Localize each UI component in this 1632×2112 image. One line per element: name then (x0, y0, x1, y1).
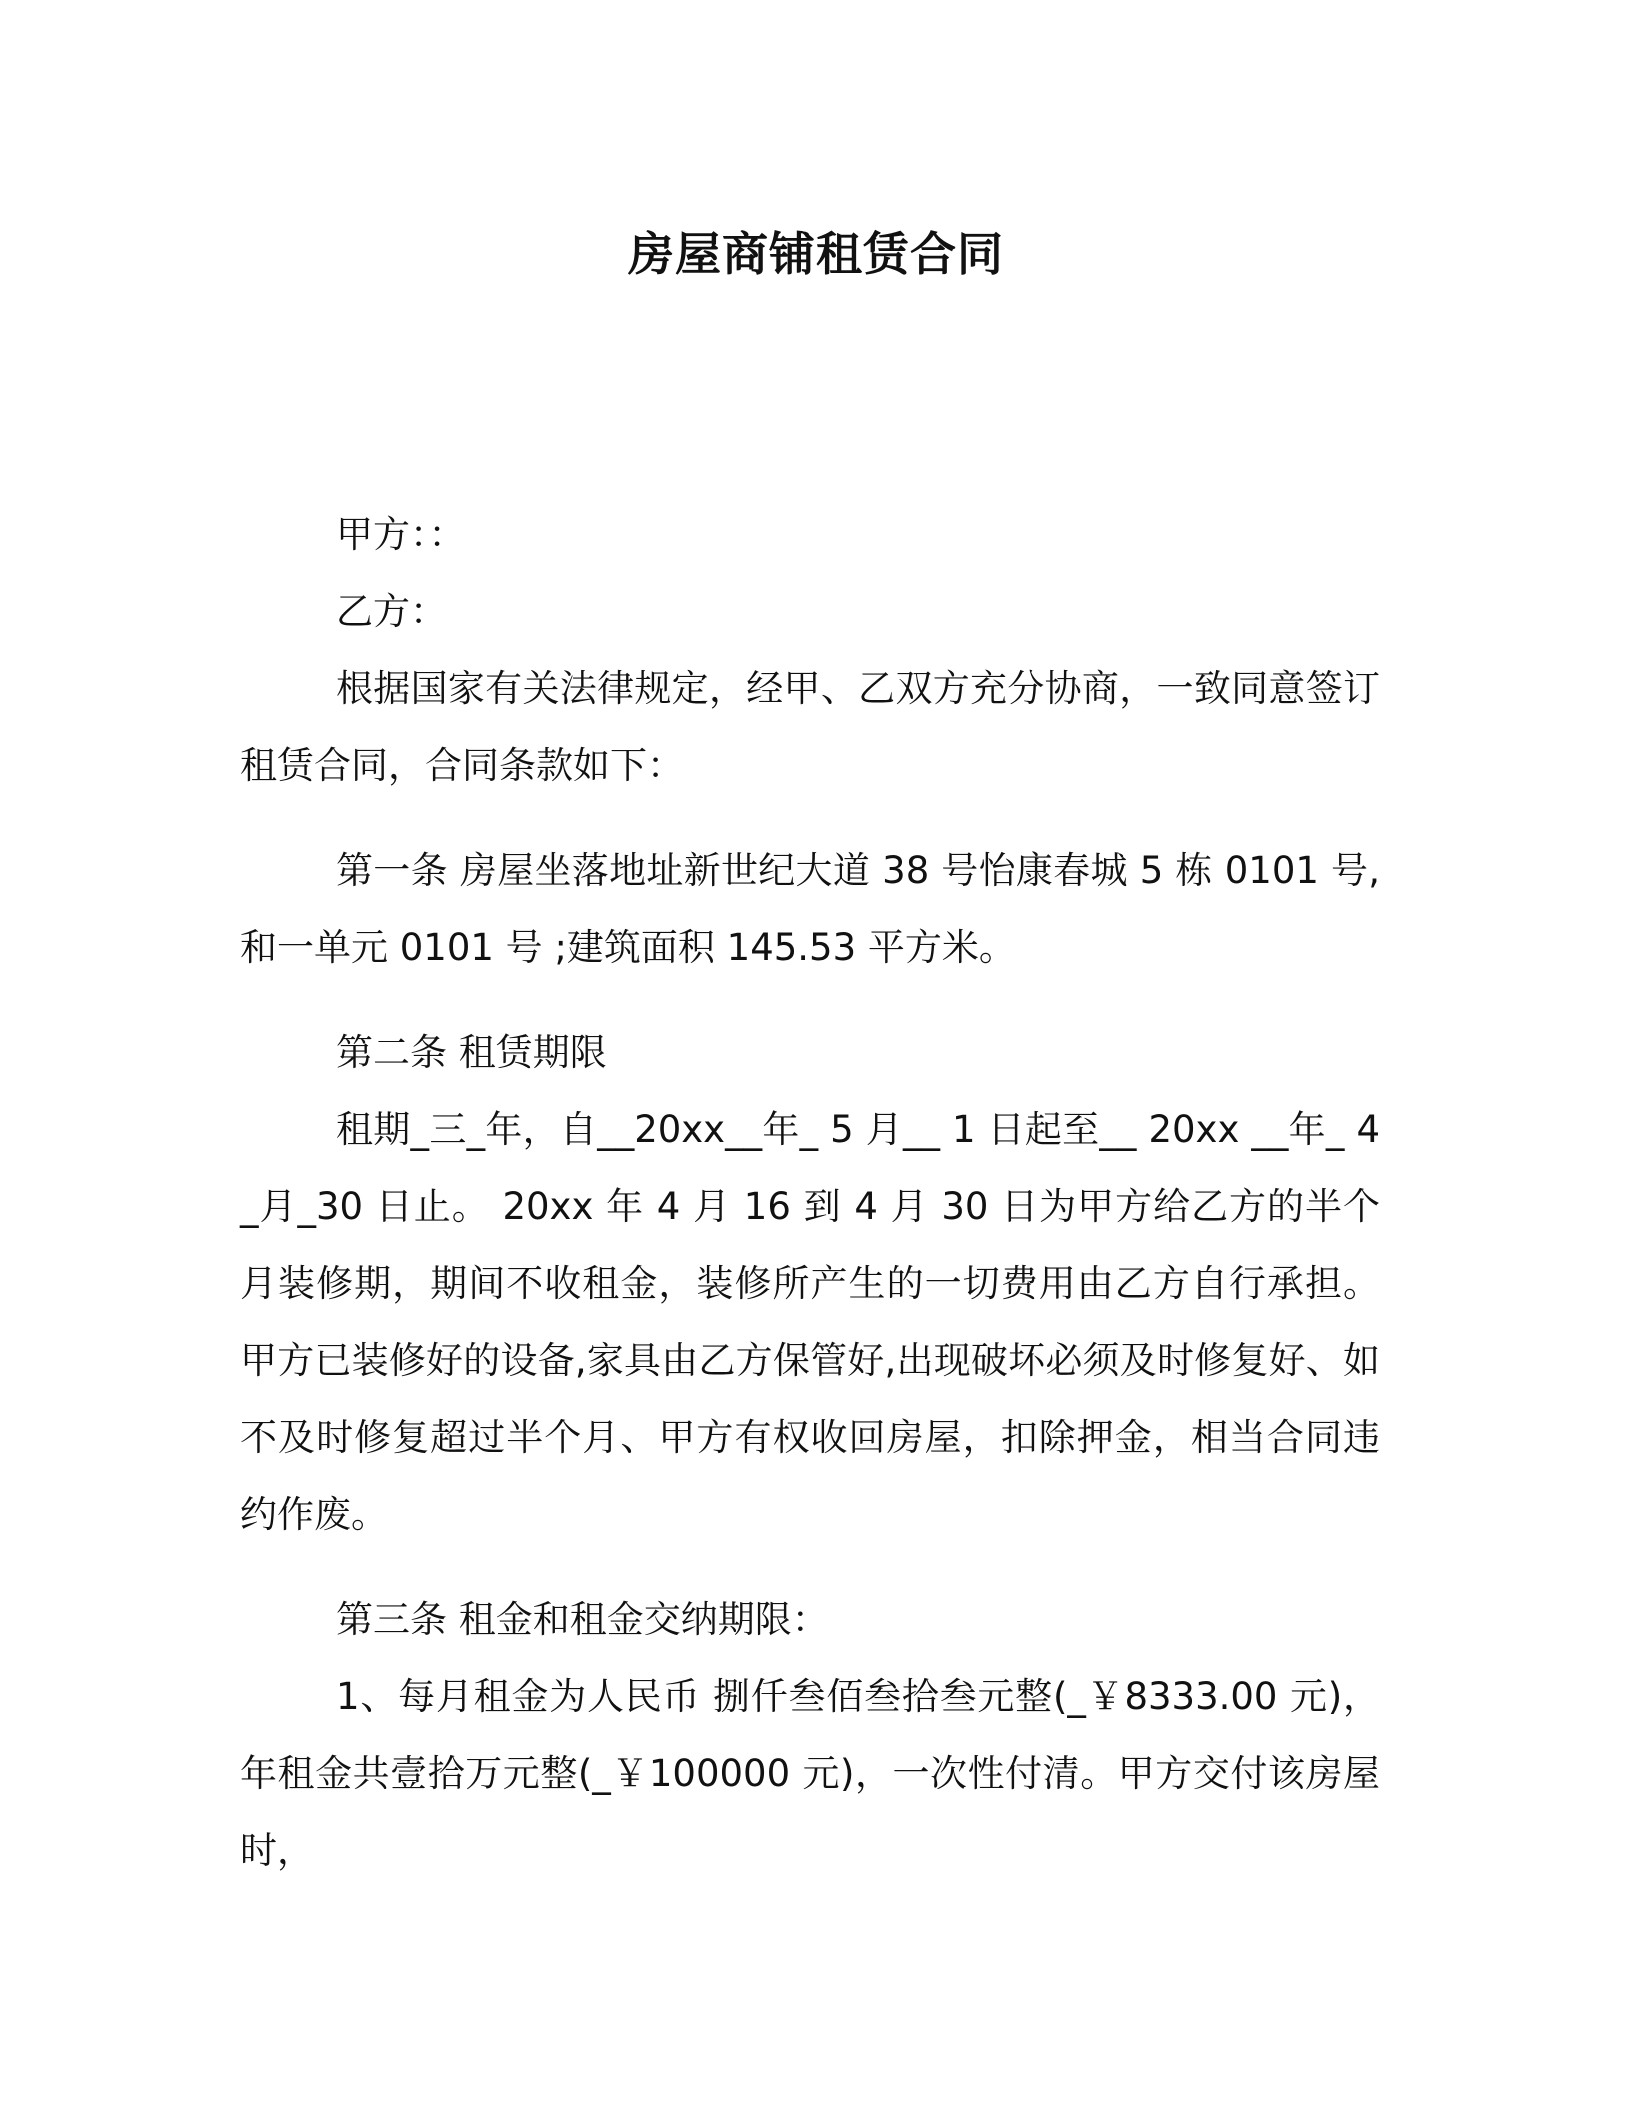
preamble-paragraph: 根据国家有关法律规定，经甲、乙双方充分协商，一致同意签订租赁合同，合同条款如下： (240, 667, 1380, 787)
party-a-line: 甲方：： (336, 513, 466, 556)
lease-term-paragraph: 租期_三_年，自__20xx__年_ 5 月__ 1 日起至__ 20xx __年_ 4 _月_30 日止。 20xx 年 4 月 16 到 4 月 30 日为甲方给乙方的半个月装修期，期间不收租金，装修所产生的一切费用由乙方自行承担。甲方已装修好的设备,家具由乙方保管好,出现破坏必须及时修复好、如不及时修复超过半个月、甲方有权收回房屋，扣除押金，相当合同违约作废。 (240, 1108, 1380, 1536)
document-body (240, 496, 1380, 1889)
article-1-paragraph: 第一条 房屋坐落地址新世纪大道 38 号怡康春城 5 栋 0101 号,和一单元 0101 号 ;建筑面积 145.53 平方米。 (240, 849, 1380, 969)
document-title: 房屋商铺租赁合同 (628, 227, 1004, 281)
rent-clause-paragraph: 1、每月租金为人民币 捌仟叁佰叁拾叁元整(_￥8333.00 元)，年租金共壹拾万元整(_￥100000 元)，一次性付清。甲方交付该房屋时， (240, 1675, 1380, 1872)
party-b-line: 乙方： (336, 590, 447, 633)
article-2-heading: 第二条 租赁期限 (336, 1031, 607, 1074)
article-3-heading: 第三条 租金和租金交纳期限： (336, 1598, 829, 1641)
